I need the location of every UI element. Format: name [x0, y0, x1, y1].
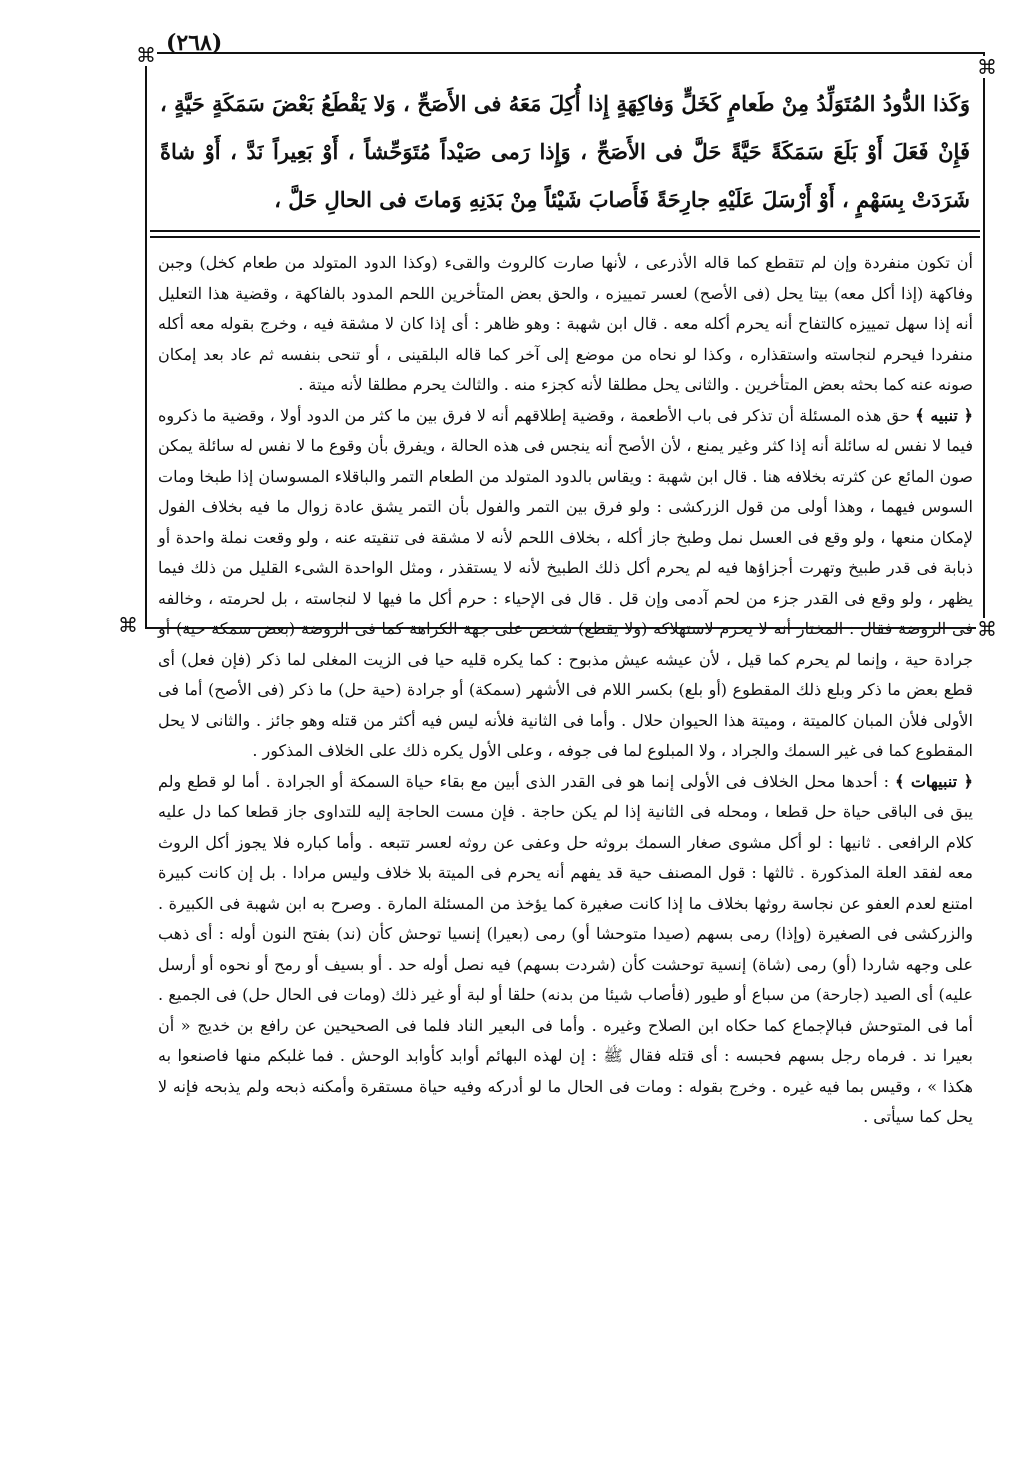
ornament-corner-icon: ⌘ — [977, 55, 997, 79]
commentary-paragraph — [158, 248, 973, 401]
ornament-corner-icon: ⌘ — [977, 617, 997, 641]
commentary-paragraph — [158, 767, 973, 1133]
commentary-text: حق هذه المسئلة أن تذكر فى باب الأطعمة ، وقضية إطلاقهم أنه لا فرق بين ما كثر من الدود أولا ، وقضية ما ذكروه فيما لا نفس له سائلة أنه إذا كثر وغير يمنع ، لأن الأصح أنه ينجس فى هذه الحالة ، ويفرق بأن وقوع ما لا نفس له سائلة يمكن صون المائع عن كثرته بخلافه هنا . قال ابن شهبة : ويقاس بالدود المتولد من الطعام التمر والباقلاء المسوسان إذا طبخا ومات السوس فيهما ، وهذا أولى من قول الزركشى : ولو فرق بين التمر والفول بأن التمر يشق عادة زوال ما فيه بخلاف الفول لإمكان منعها ، ولو وقع فى العسل نمل وطبخ جاز أكله ، بخلاف اللحم لأنه لا مشقة فى تنقيته عنه ، ولو وقعت نملة واحدة أو ذبابة فى قدر طبيخ وتهرت أجزاؤها فيه لم يحرم أكل ذلك الطبيخ لأنه لا يستقذر ، ومثل الواحدة الشىء القليل من ذلك فيما يظهر ، ولو وقع فى القدر جزء من لحم آدمى وإن قل . قال فى الإحياء : حرم أكل ما فيها لا لنجاسته ، بل لحرمته ، وخالفه فى الروضة فقال : المختار أنه لا يحرم لاستهلاكه (ولا يقطع) شخص على جهة الكراهة كما فى الروضة (بعض سمكة حية) أو جرادة حية ، وإنما لم يحرم كما قيل ، لأن عيشه عيش مذبوح : كما يكره قليه حيا فى الزيت المغلى لما ذكر (فإن فعل) أى قطع بعض ما ذكر وبلع ذلك المقطوع (أو بلع) بكسر اللام فى الأشهر (سمكة) أو جرادة (حية حل) ما ذكر (فى الأصح) أما فى الأولى فلأن المبان كالميتة ، وميتة هذا الحيوان حلال . وأما فى الثانية فلأنه ليس فيه أكثر من قتله وهو جائز . والثانى لا يحل المقطوع كما فى غير السمك والجراد ، ولا المبلوع لما فى جوفه ، وعلى الأول يكره ذلك على الخلاف المذكور . — [158, 405, 973, 760]
matn-text: وَكَذا الدُّودُ المُتَوَلِّدُ مِنْ طَعامٍ كَخَلٍّ وَفاكِهَةٍ إِذا أُكِلَ مَعَهُ فى الأَصَحِّ ، وَلا يَقْطَعُ بَعْضَ سَمَكَةٍ حَيَّةٍ ، فَإِنْ فَعَلَ أَوْ بَلَعَ سَمَكَةً حَيَّةً حَلَّ فى الأَصَحِّ ، وَإِذا رَمى صَيْداً مُتَوَحِّشاً ، أَوْ بَعِيراً نَدَّ ، أَوْ شاةً شَرَدَتْ بِسَهْمٍ ، أَوْ أَرْسَلَ عَلَيْهِ جارِحَةً فَأَصابَ شَيْئاً مِنْ بَدَنِهِ وَماتَ فى الحالِ حَلَّ ، — [160, 91, 970, 212]
commentary-paragraph — [158, 401, 973, 767]
divider-rule — [150, 230, 980, 232]
commentary-block — [158, 248, 973, 1133]
page-number: (٢٦٨) — [166, 30, 223, 56]
commentary-text: : أحدها محل الخلاف فى الأولى إنما هو فى القدر الذى أبين مع بقاء حياة السمكة أو الجرادة . أما لو قطع ولم يبق فى الباقى حياة حل قطعا ، ومحله فى الثانية إذا لم يكن حاجة . فإن مست الحاجة إليه للتداوى جاز قطعا كما دل عليه كلام الرافعى . ثانيها : لو أكل مشوى صغار السمك بروثه حل وعفى عن روثه لعسر تتبعه . وأما كباره فلا يجوز أكل الروث معه لفقد العلة المذكورة . ثالثها : قول المصنف حية قد يفهم أنه يحرم فى الميتة بلا خلاف وليس مرادا . بل إن كانت كبيرة امتنع لعدم العفو عن نجاسة روثها بخلاف ما إذا كانت صغيرة كما يؤخذ من المسئلة المارة . وصرح به ابن شهبة فى الكبيرة . والزركشى فى الصغيرة (وإذا) رمى بسهم (صيدا متوحشا أو) رمى (بعيرا) إنسيا توحش كأن (ند) بفتح النون أوله : أى ذهب على وجهه شاردا (أو) رمى (شاة) إنسية توحشت كأن (شردت بسهم) فيه نصل أوله حد . أو بسيف أو رمح أو نحوه أو أرسل عليه) أى الصيد (جارحة) من سباع أو طيور (فأصاب شيئا من بدنه) حلقا أو لبة أو غير ذلك (ومات فى الحال حل) فى الجميع . أما فى المتوحش فبالإجماع كما حكاه ابن الصلاح وغيره . وأما فى البعير الناد فلما فى الصحيحين عن رافع بن خديج « أن بعيرا ند . فرماه رجل بسهم فحبسه : أى قتله فقال ﷺ : إن لهذه البهائم أوابد كأوابد الوحش . فما غلبكم منها فاصنعوا به هكذا » ، وقيس بما فيه غيره . وخرج بقوله : ومات فى الحال ما لو أدركه وفيه حياة مستقرة وأمكنه ذبحه ولم يذبحه فإنه لا يحل كما سيأتى . — [158, 771, 973, 1126]
commentary-text: أن تكون منفردة وإن لم تتقطع كما قاله الأذرعى ، لأنها صارت كالروث والقىء (وكذا الدود المتولد من طعام كخل) وجبن وفاكهة (إذا أكل معه) بيتا يحل (فى الأصح) لعسر تمييزه ، والحق بعض المتأخرين اللحم المدود بالفاكهة ، وقضية هذا التعليل أنه إذا سهل تمييزه كالتفاح أنه يحرم أكله معه . قال ابن شهبة : وهو ظاهر : أى إذا كان لا مشقة فيه ، وخرج بقوله معه أكله منفردا فيحرم لنجاسته واستقذاره ، وكذا لو نحاه من موضع إلى آخر كما قاله البلقينى ، أو تنحى بنفسه ثم عاد بعد إمكان صونه عنه كما بحثه بعض المتأخرين . والثانى يحل مطلقا لأنه كجزء منه . والثالث يحرم مطلقا لأنه ميتة . — [158, 253, 974, 394]
tanbih-label: ﴿ تنبيه ﴾ — [915, 405, 974, 425]
divider-rule — [150, 236, 980, 238]
ornament-corner-icon: ⌘ — [136, 43, 156, 67]
ornament-corner-icon: ⌘ — [118, 613, 138, 637]
tanbihat-label: ﴿ تنبيهات ﴾ — [895, 771, 973, 791]
